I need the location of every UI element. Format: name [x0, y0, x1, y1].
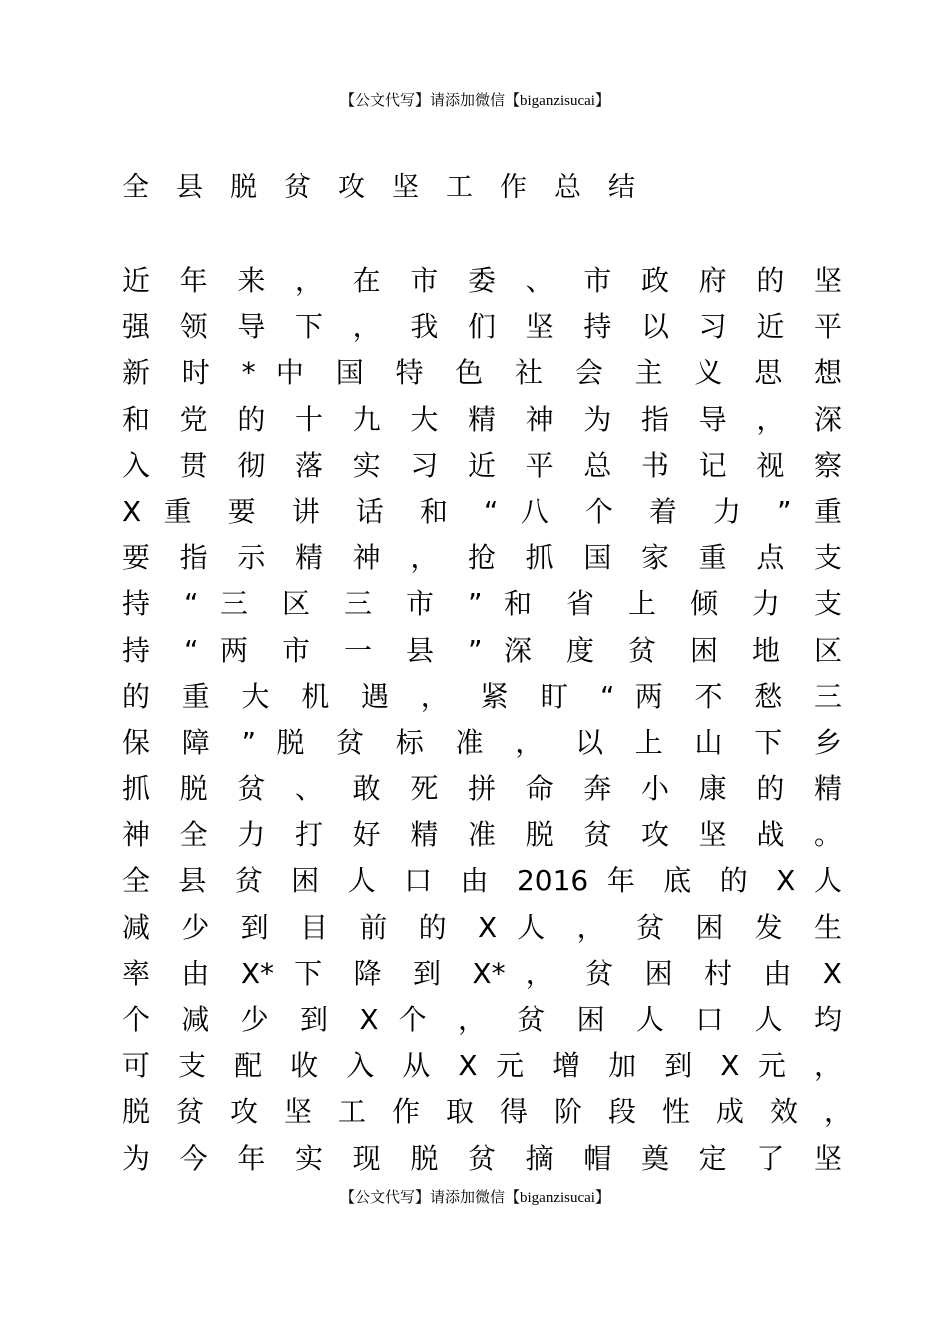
body-line: 抓 脱 贫 、 敢 死 拼 命 奔 小 康 的 精	[122, 772, 842, 806]
body-line: 新 时 * 中 国 特 色 社 会 主 义 思 想	[122, 356, 842, 390]
body-line: 保 障 ” 脱 贫 标 准 ， 以 上 山 下 乡	[122, 725, 842, 759]
body-line: 要 指 示 精 神 ， 抢 抓 国 家 重 点 支	[122, 541, 842, 575]
body-line: 可 支 配 收 入 从 X 元 增 加 到 X 元 ，	[122, 1049, 842, 1083]
body-line: 为 今 年 实 现 脱 贫 摘 帽 奠 定 了 坚	[122, 1141, 842, 1175]
body-line: 持 “ 三 区 三 市 ” 和 省 上 倾 力 支	[122, 587, 842, 621]
body-line: 持 “ 两 市 一 县 ” 深 度 贫 困 地 区	[122, 633, 842, 667]
body-line: 个 减 少 到 X 个 ， 贫 困 人 口 人 均	[122, 1003, 842, 1036]
body-line: 入 贯 彻 落 实 习 近 平 总 书 记 视 察	[122, 448, 842, 482]
body-line: 脱 贫 攻 坚 工 作 取 得 阶 段 性 成 效 ，	[122, 1095, 852, 1129]
body-line: 和 党 的 十 九 大 精 神 为 指 导 ， 深	[122, 402, 842, 436]
body-line: 全 县 贫 困 人 口 由 2016 年 底 的 X 人	[122, 864, 842, 898]
document-body	[122, 258, 852, 1182]
document-title: 全县脱贫攻坚工作总结	[122, 172, 662, 203]
body-line: 神 全 力 打 好 精 准 脱 贫 攻 坚 战 。	[122, 818, 842, 852]
body-line: X 重 要 讲 话 和 “ 八 个 着 力 ” 重	[122, 494, 842, 528]
body-line: 强 领 导 下 ， 我 们 坚 持 以 习 近 平	[122, 310, 842, 344]
body-line: 的 重 大 机 遇 ， 紧 盯 “ 两 不 愁 三	[122, 679, 842, 713]
body-line: 减 少 到 目 前 的 X 人 ， 贫 困 发 生	[122, 910, 842, 944]
page-header: 【公文代写】请添加微信【biganzisucai】	[340, 93, 610, 109]
body-line: 近 年 来 ， 在 市 委 、 市 政 府 的 坚	[122, 264, 842, 297]
page-footer: 【公文代写】请添加微信【biganzisucai】	[340, 1190, 610, 1206]
body-line: 率 由 X* 下 降 到 X* ， 贫 困 村 由 X	[122, 956, 842, 990]
